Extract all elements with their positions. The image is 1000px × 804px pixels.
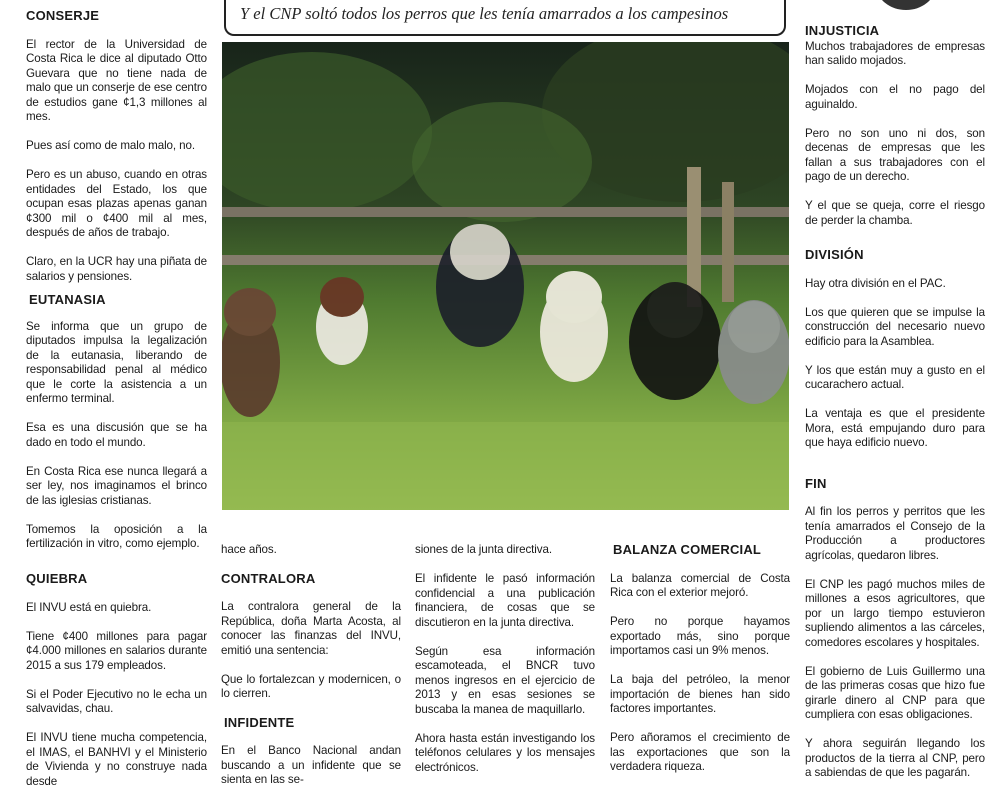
paragraph: La balanza comercial de Costa Rica con el exterior mejoró. [610, 571, 790, 599]
photo-caption: Y el CNP soltó todos los perros que les tenía amarrados a los campesinos [224, 0, 786, 36]
paragraph: En el Banco Nacional andan buscando a un infidente que se sienta en las se- [221, 744, 401, 786]
section-title-eutanasia: EUTANASIA [29, 292, 106, 307]
paragraph: Que lo fortalezcan y modernicen, o lo cierren. [221, 672, 401, 700]
paragraph: Tomemos la oposición a la fertilización in vitro, como ejemplo. [26, 522, 207, 550]
column-4 [610, 543, 790, 789]
section-title-infidente: INFIDENTE [224, 714, 295, 730]
paragraph-continued: siones de la junta directiva. [415, 543, 552, 556]
paragraph: El rector de la Universidad de Costa Rica le dice al diputado Otto Guevara que no tiene nada de malo que un conserje de ese centro de estudios gane ¢1,3 millones al mes. [26, 37, 207, 123]
column-5 [805, 24, 985, 795]
decorative-circle [876, 0, 936, 10]
paragraph: El gobierno de Luis Guillermo una de las primeras cosas que hizo fue girarle dinero al CNP para que cumpliera con esas obligaciones. [805, 664, 985, 721]
paragraph: Pero no son uno ni dos, son decenas de empresas que les fallan a sus trabajadores con el pago de un derecho. [805, 126, 985, 183]
column-1-bottom [26, 572, 207, 804]
paragraph: Y los que están muy a gusto en el cucarachero actual. [805, 363, 985, 391]
column-1 [26, 9, 207, 566]
section-title-fin: FIN [805, 475, 827, 491]
section-title-quiebra: QUIEBRA [26, 571, 88, 586]
section-title-injusticia: INJUSTICIA [805, 23, 880, 38]
paragraph: Y el que se queja, corre el riesgo de perder la chamba. [805, 199, 985, 227]
paragraph-continued: hace años. [221, 543, 277, 556]
section-title-conserje: CONSERJE [26, 8, 100, 23]
paragraph: Tiene ¢400 millones para pagar ¢4.000 millones en salarios durante 2015 a sus 179 empleados. [26, 629, 207, 672]
paragraph: Los que quieren que se impulse la construcción del necesario nuevo edificio para la Asamblea. [805, 305, 985, 348]
paragraph: Se informa que un grupo de diputados impulsa la legalización de la eutanasia, liberando de responsabilidad penal al médico que le corte la asistencia a un enfermo terminal. [26, 319, 207, 405]
paragraph: Si el Poder Ejecutivo no le echa un salvavidas, chau. [26, 687, 207, 715]
paragraph: Esa es una discusión que se ha dado en todo el mundo. [26, 421, 207, 449]
paragraph: El infidente le pasó información confidencial a una publicación financiera, de cosas que se discutieron en la junta directiva. [415, 572, 595, 629]
section-title-contralora: CONTRALORA [221, 570, 316, 586]
photo-illustration [222, 42, 789, 510]
paragraph: La contralora general de la República, doña Marta Acosta, al conocer las finanzas del INVU, emitió una sentencia: [221, 600, 401, 657]
paragraph: Ahora hasta están investigando los teléfonos celulares y los mensajes electrónicos. [415, 731, 595, 774]
paragraph: El CNP les pagó muchos miles de millones a esos agricultores, que por un largo tiempo estuvieron supliendo alimentos a las cárceles, comedores escolares y hospitales. [805, 577, 985, 649]
paragraph: Pues así como de malo malo, no. [26, 139, 195, 152]
section-title-balanza-comercial: BALANZA COMERCIAL [613, 542, 762, 557]
paragraph: El INVU está en quiebra. [26, 600, 152, 614]
dogs-running-photo [222, 42, 789, 510]
paragraph: Muchos trabajadores de empresas han salido mojados. [805, 39, 985, 67]
section-title-division: DIVISIÓN [805, 247, 864, 262]
paragraph: Hay otra división en el PAC. [805, 276, 946, 290]
paragraph: La ventaja es que el presidente Mora, está empujando duro para que haya edificio nuevo. [805, 407, 985, 449]
paragraph: Mojados con el no pago del aguinaldo. [805, 83, 985, 111]
paragraph: Al fin los perros y perritos que les tenía amarrados el Consejo de la Producción a productores agrícolas, quedaron libres. [805, 505, 985, 562]
paragraph: En Costa Rica ese nunca llegará a ser ley, nos imaginamos el brinco de las iglesias cristianas. [26, 464, 207, 507]
column-3 [415, 543, 595, 790]
paragraph: Pero es un abuso, cuando en otras entidades del Estado, los que ocupan esas plazas apenas ganan ¢300 mil o ¢400 mil al mes, después de años de trabajo. [26, 168, 207, 239]
paragraph: Claro, en la UCR hay una piñata de salarios y pensiones. [26, 255, 207, 283]
column-2 [221, 543, 401, 802]
paragraph: Según esa información escamoteada, el BNCR tuvo menos ingresos en el ejercicio de 2013 y en esas sesiones se buscaba la manea de maquillarlo. [415, 644, 595, 716]
paragraph: Pero añoramos el crecimiento de las exportaciones que son la verdadera riqueza. [610, 731, 790, 773]
paragraph: Y ahora seguirán llegando los productos de la tierra al CNP, pero a sabiendas de que les pagarán. [805, 737, 985, 779]
paragraph: Pero no porque hayamos exportado más, sino porque importamos casi un 9% menos. [610, 615, 790, 657]
paragraph: El INVU tiene mucha competencia, el IMAS, el BANHVI y el Ministerio de Vivienda y no construye nada desde [26, 731, 207, 788]
paragraph: La baja del petróleo, la menor importación de bienes han sido factores importantes. [610, 673, 790, 715]
